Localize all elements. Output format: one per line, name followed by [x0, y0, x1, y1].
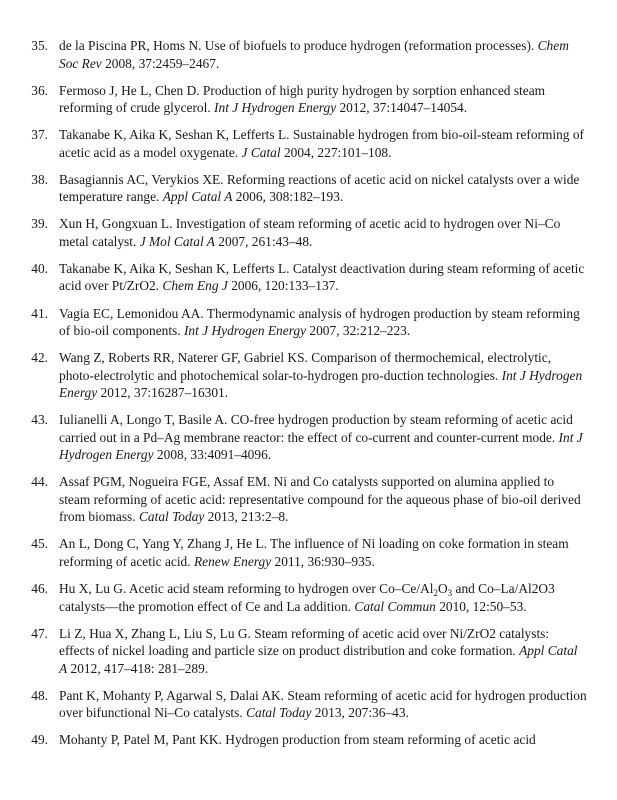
reference-authors-title: Vagia EC, Lemonidou AA. Thermodynamic analysis of hydrogen production by steam reforming of bio-oil components.	[59, 305, 580, 339]
reference-item	[0, 82, 617, 117]
reference-list	[0, 37, 617, 758]
reference-citation: 2008, 37:2459–2467.	[101, 55, 220, 71]
reference-text	[59, 731, 587, 749]
reference-number: 42.	[31, 350, 48, 366]
reference-citation: 2006, 308:182–193.	[232, 189, 344, 205]
reference-authors-title: Xun H, Gongxuan L. Investigation of steam reforming of acetic acid to hydrogen over Ni–Co metal catalyst.	[59, 216, 561, 249]
journal-name: J Catal	[241, 144, 281, 160]
reference-item	[0, 126, 617, 161]
reference-item	[0, 37, 617, 72]
reference-authors-title: An L, Dong C, Yang Y, Zhang J, He L. The influence of Ni loading on coke formation in steam reforming of acetic acid.	[59, 536, 569, 569]
reference-number: 40.	[31, 260, 48, 276]
journal-name: Appl Catal A	[162, 189, 233, 205]
reference-text	[59, 260, 587, 295]
journal-name: Chem Eng J	[162, 278, 228, 294]
reference-text	[59, 411, 587, 464]
reference-item	[0, 260, 617, 295]
journal-name: Appl Catal A	[59, 643, 578, 676]
reference-text	[59, 215, 587, 250]
subscript: 2	[433, 588, 438, 599]
reference-authors-title: and Co–La/Al2O3 catalysts—the promotion effect of Ce and La addition.	[59, 581, 555, 614]
reference-authors-title: Hu X, Lu G. Acetic acid steam reforming to hydrogen over Co–Ce/Al	[59, 581, 434, 597]
reference-item	[0, 305, 617, 340]
journal-name: Int J Hydrogen Energy	[59, 429, 583, 463]
reference-citation: 2010, 12:50–53.	[435, 598, 527, 614]
journal-name: Int J Hydrogen Energy	[183, 323, 307, 339]
reference-text	[59, 82, 587, 117]
reference-authors-title: Wang Z, Roberts RR, Naterer GF, Gabriel KS. Comparison of thermochemical, electrolytic, photo-electrolytic and photochemical solar-to-hydrogen pro-duction technologies.	[59, 350, 552, 383]
reference-number: 37.	[31, 127, 48, 143]
reference-text	[59, 687, 587, 722]
reference-number: 44.	[31, 474, 48, 490]
journal-name: Catal Commun	[354, 598, 436, 614]
reference-text	[59, 37, 587, 72]
reference-authors-title: Mohanty P, Patel M, Pant KK. Hydrogen production from steam reforming of acetic acid	[59, 732, 536, 748]
reference-number: 48.	[31, 687, 48, 703]
journal-name: Catal Today	[138, 509, 205, 525]
reference-citation: 2004, 227:101–108.	[280, 144, 392, 160]
reference-authors-title: Assaf PGM, Nogueira FGE, Assaf EM. Ni and Co catalysts supported on alumina applied to steam reforming of acetic acid: representative compound for the aqueous phase of bio-oil derived from biomass.	[59, 474, 581, 525]
reference-number: 36.	[31, 82, 48, 98]
reference-citation: 2011, 36:930–935.	[271, 553, 375, 569]
reference-authors-title: Basagiannis AC, Verykios XE. Reforming reactions of acetic acid on nickel catalysts over a wide temperature range.	[59, 171, 580, 205]
reference-authors-title: de la Piscina PR, Homs N. Use of biofuels to produce hydrogen (reformation processes).	[59, 38, 538, 53]
reference-item	[0, 411, 617, 464]
journal-name: Renew Energy	[193, 553, 272, 569]
reference-number: 43.	[31, 412, 48, 428]
reference-number: 35.	[31, 38, 48, 53]
reference-citation: 2012, 417–418: 281–289.	[67, 660, 209, 676]
reference-number: 46.	[31, 581, 48, 597]
reference-text	[59, 580, 587, 615]
reference-citation: 2008, 33:4091–4096.	[153, 447, 272, 463]
reference-authors-title: Iulianelli A, Longo T, Basile A. CO-free hydrogen production by steam reforming of acetic acid carried out in a Pd–Ag membrane reactor: the effect of co-current and counter-current mode.	[59, 412, 573, 445]
reference-item	[0, 215, 617, 250]
reference-number: 41.	[31, 305, 48, 321]
journal-name: Catal Today	[246, 705, 312, 721]
reference-citation: 2007, 32:212–223.	[306, 323, 411, 339]
subscript: 3	[447, 588, 453, 599]
reference-item	[0, 535, 617, 570]
reference-number: 39.	[31, 216, 48, 232]
reference-item	[0, 731, 617, 749]
reference-citation: 2006, 120:133–137.	[227, 278, 339, 294]
reference-authors-title: O	[437, 581, 448, 597]
reference-text	[59, 171, 587, 206]
reference-number: 49.	[31, 732, 48, 748]
reference-item	[0, 580, 617, 615]
reference-authors-title: Li Z, Hua X, Zhang L, Liu S, Lu G. Steam reforming of acetic acid over Ni/ZrO2 catalysts: effects of nickel loading and particle size on product distribution and coke formation.	[59, 625, 550, 659]
reference-item	[0, 473, 617, 526]
reference-number: 45.	[31, 536, 48, 552]
reference-text	[59, 349, 587, 402]
reference-authors-title: Pant K, Mohanty P, Agarwal S, Dalai AK. Steam reforming of acetic acid for hydrogen production over bifunctional Ni–Co catalysts.	[59, 687, 587, 721]
reference-citation: 2007, 261:43–48.	[214, 233, 313, 249]
reference-text	[59, 126, 587, 161]
reference-text	[59, 473, 587, 526]
reference-item	[0, 625, 617, 678]
journal-name: J Mol Catal A	[139, 233, 215, 249]
reference-citation: 2012, 37:16287–16301.	[97, 385, 229, 401]
reference-number: 47.	[31, 625, 48, 641]
reference-text	[59, 535, 587, 570]
reference-authors-title: Takanabe K, Aika K, Seshan K, Lefferts L. Catalyst deactivation during steam reforming of acetic acid over Pt/ZrO2.	[59, 260, 585, 294]
reference-text	[59, 625, 587, 678]
reference-authors-title: Fermoso J, He L, Chen D. Production of high purity hydrogen by sorption enhanced steam reforming of crude glycerol.	[59, 82, 546, 116]
reference-text	[59, 305, 587, 340]
journal-name: Chem Soc Rev	[59, 38, 569, 71]
journal-name: Int J Hydrogen Energy	[214, 100, 337, 116]
reference-number: 38.	[31, 171, 48, 187]
reference-item	[0, 349, 617, 402]
reference-citation: 2012, 37:14047–14054.	[336, 100, 468, 116]
reference-item	[0, 687, 617, 722]
reference-citation: 2013, 213:2–8.	[204, 509, 289, 525]
reference-citation: 2013, 207:36–43.	[311, 705, 409, 721]
journal-name: Int J Hydrogen Energy	[59, 367, 583, 401]
reference-item	[0, 171, 617, 206]
reference-authors-title: Takanabe K, Aika K, Seshan K, Lefferts L. Sustainable hydrogen from bio-oil-steam reforming of acetic acid as a model oxygenate.	[59, 127, 584, 160]
